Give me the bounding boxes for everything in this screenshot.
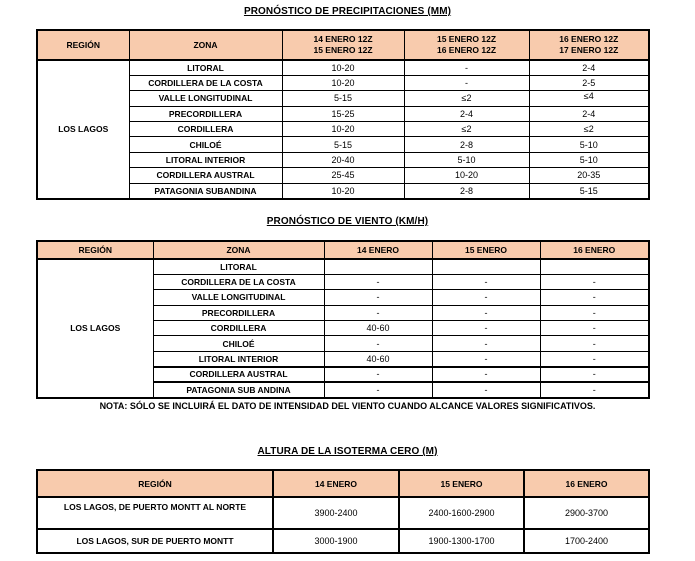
table-row: [37, 106, 649, 121]
date-line: 17 ENERO 12Z: [559, 45, 619, 55]
col-header-date-3: [529, 30, 649, 60]
col-header-date-2: 15 ENERO: [432, 241, 540, 259]
value-cell: -: [404, 75, 529, 90]
isotherm-table-header: [37, 470, 649, 497]
value-cell: -: [432, 382, 540, 397]
value-cell: -: [432, 290, 540, 305]
zona-cell: CHILOÉ: [153, 336, 324, 351]
precipitation-table-body: [37, 60, 649, 199]
table-row: [37, 122, 649, 137]
value-cell: -: [432, 305, 540, 320]
value-cell: 5-15: [282, 91, 404, 106]
region-cell: LOS LAGOS: [37, 60, 129, 199]
value-cell: 5-15: [282, 137, 404, 152]
wind-table: [36, 240, 650, 399]
value-cell: -: [540, 351, 649, 366]
col-header-zona: ZONA: [129, 30, 282, 60]
wind-table-header: [37, 241, 649, 259]
table-row: [37, 152, 649, 167]
value-cell: -: [432, 274, 540, 289]
value-cell: -: [324, 305, 432, 320]
value-cell: -: [324, 290, 432, 305]
col-header-region: REGIÓN: [37, 241, 153, 259]
value-cell: -: [324, 336, 432, 351]
value-cell: ≤2: [404, 122, 529, 137]
zona-cell: VALLE LONGITUDINAL: [129, 91, 282, 106]
table-row: [37, 91, 649, 106]
value-cell: 25-45: [282, 168, 404, 183]
value-cell: ≤2: [404, 91, 529, 106]
value-cell: 1900-1300-1700: [399, 529, 524, 553]
col-header-date-2: 15 ENERO: [399, 470, 524, 497]
value-cell: 2-8: [404, 137, 529, 152]
table-row: [37, 168, 649, 183]
value-cell: -: [324, 274, 432, 289]
table-row: [37, 75, 649, 90]
value-cell: -: [432, 321, 540, 336]
date-line: 15 ENERO 12Z: [436, 34, 497, 44]
col-header-date-1: 14 ENERO: [324, 241, 432, 259]
value-cell: 3900-2400: [273, 497, 399, 529]
zona-cell: LITORAL: [129, 60, 282, 75]
col-header-region: REGIÓN: [37, 470, 273, 497]
date-line: 14 ENERO 12Z: [313, 34, 373, 44]
value-cell: -: [324, 367, 432, 382]
value-cell: 5-10: [404, 152, 529, 167]
value-cell: -: [432, 367, 540, 382]
isotherm-title: ALTURA DE LA ISOTERMA CERO (M): [257, 446, 438, 457]
value-cell: 2900-3700: [524, 497, 649, 529]
zona-cell: CORDILLERA DE LA COSTA: [153, 274, 324, 289]
zona-cell: CHILOÉ: [129, 137, 282, 152]
value-cell: 5-15: [529, 183, 649, 198]
zona-cell: CORDILLERA AUSTRAL: [129, 168, 282, 183]
value-cell: -: [540, 305, 649, 320]
wind-title: PRONÓSTICO DE VIENTO (KM/H): [266, 216, 429, 227]
value-cell: -: [432, 336, 540, 351]
table-row: [37, 259, 649, 274]
zona-cell: LITORAL: [153, 259, 324, 274]
value-cell: 15-25: [282, 106, 404, 121]
date-line: 16 ENERO 12Z: [436, 45, 497, 55]
date-line: 15 ENERO 12Z: [313, 45, 373, 55]
value-cell: 2-8: [404, 183, 529, 198]
value-cell: 10-20: [282, 75, 404, 90]
precipitation-table: [36, 29, 650, 200]
value-cell: -: [324, 382, 432, 397]
zona-cell: LITORAL INTERIOR: [153, 351, 324, 366]
col-header-date-3: 16 ENERO: [524, 470, 649, 497]
region-cell: LOS LAGOS, DE PUERTO MONTT AL NORTE: [37, 497, 273, 529]
header-row: [37, 241, 649, 259]
value-cell: 20-35: [529, 168, 649, 183]
table-row: [37, 60, 649, 75]
zona-cell: CORDILLERA AUSTRAL: [153, 367, 324, 382]
value-cell: 40-60: [324, 321, 432, 336]
value-cell: ≤2: [529, 122, 649, 137]
header-row: [37, 30, 649, 60]
value-cell: -: [404, 60, 529, 75]
value-cell: 1700-2400: [524, 529, 649, 553]
value-cell: 3000-1900: [273, 529, 399, 553]
value-cell: -: [540, 290, 649, 305]
col-header-region: REGIÓN: [37, 30, 129, 60]
value-cell: -: [432, 351, 540, 366]
value-cell: 2-4: [404, 106, 529, 121]
zona-cell: LITORAL INTERIOR: [129, 152, 282, 167]
table-row: [37, 137, 649, 152]
value-cell: [540, 259, 649, 274]
zona-cell: VALLE LONGITUDINAL: [153, 290, 324, 305]
value-cell: -: [540, 367, 649, 382]
value-cell: 5-10: [529, 137, 649, 152]
zona-cell: CORDILLERA: [129, 122, 282, 137]
value-cell: ≤4: [529, 91, 649, 106]
col-header-date-2: [404, 30, 529, 60]
value-cell: 10-20: [282, 60, 404, 75]
col-header-date-1: [282, 30, 404, 60]
precipitation-title: PRONÓSTICO DE PRECIPITACIONES (MM): [243, 6, 452, 17]
value-cell: -: [540, 336, 649, 351]
value-cell: 40-60: [324, 351, 432, 366]
zona-cell: PRECORDILLERA: [153, 305, 324, 320]
value-cell: 5-10: [529, 152, 649, 167]
col-header-date-3: 16 ENERO: [540, 241, 649, 259]
note-text: NOTA: SÓLO SE INCLUIRÁ EL DATO DE INTENSIDAD DEL VIENTO CUANDO ALCANCE VALORES SIGNIFICATIVOS.: [99, 401, 596, 411]
value-cell: -: [540, 274, 649, 289]
table-row: [37, 529, 649, 553]
table-row: [37, 183, 649, 198]
col-header-date-1: 14 ENERO: [273, 470, 399, 497]
header-row: [37, 470, 649, 497]
zona-cell: PATAGONIA SUBANDINA: [129, 183, 282, 198]
table-row: [37, 497, 649, 529]
value-cell: 10-20: [282, 183, 404, 198]
wind-table-body: [37, 259, 649, 398]
value-cell: 2400-1600-2900: [399, 497, 524, 529]
zona-cell: PRECORDILLERA: [129, 106, 282, 121]
col-header-zona: ZONA: [153, 241, 324, 259]
value-cell: 10-20: [282, 122, 404, 137]
isotherm-table: [36, 469, 650, 554]
zona-cell: CORDILLERA: [153, 321, 324, 336]
value-cell: 2-4: [529, 106, 649, 121]
zona-cell: PATAGONIA SUB ANDINA: [153, 382, 324, 397]
date-line: 16 ENERO 12Z: [559, 34, 619, 44]
value-cell: -: [540, 382, 649, 397]
value-cell: [324, 259, 432, 274]
value-cell: -: [540, 321, 649, 336]
value-cell: [432, 259, 540, 274]
value-cell: 20-40: [282, 152, 404, 167]
isotherm-table-body: [37, 497, 649, 553]
value-cell: 2-4: [529, 60, 649, 75]
value-cell: 10-20: [404, 168, 529, 183]
region-cell: LOS LAGOS, SUR DE PUERTO MONTT: [37, 529, 273, 553]
region-cell: LOS LAGOS: [37, 259, 153, 398]
precipitation-table-header: [37, 30, 649, 60]
zona-cell: CORDILLERA DE LA COSTA: [129, 75, 282, 90]
value-cell: 2-5: [529, 75, 649, 90]
